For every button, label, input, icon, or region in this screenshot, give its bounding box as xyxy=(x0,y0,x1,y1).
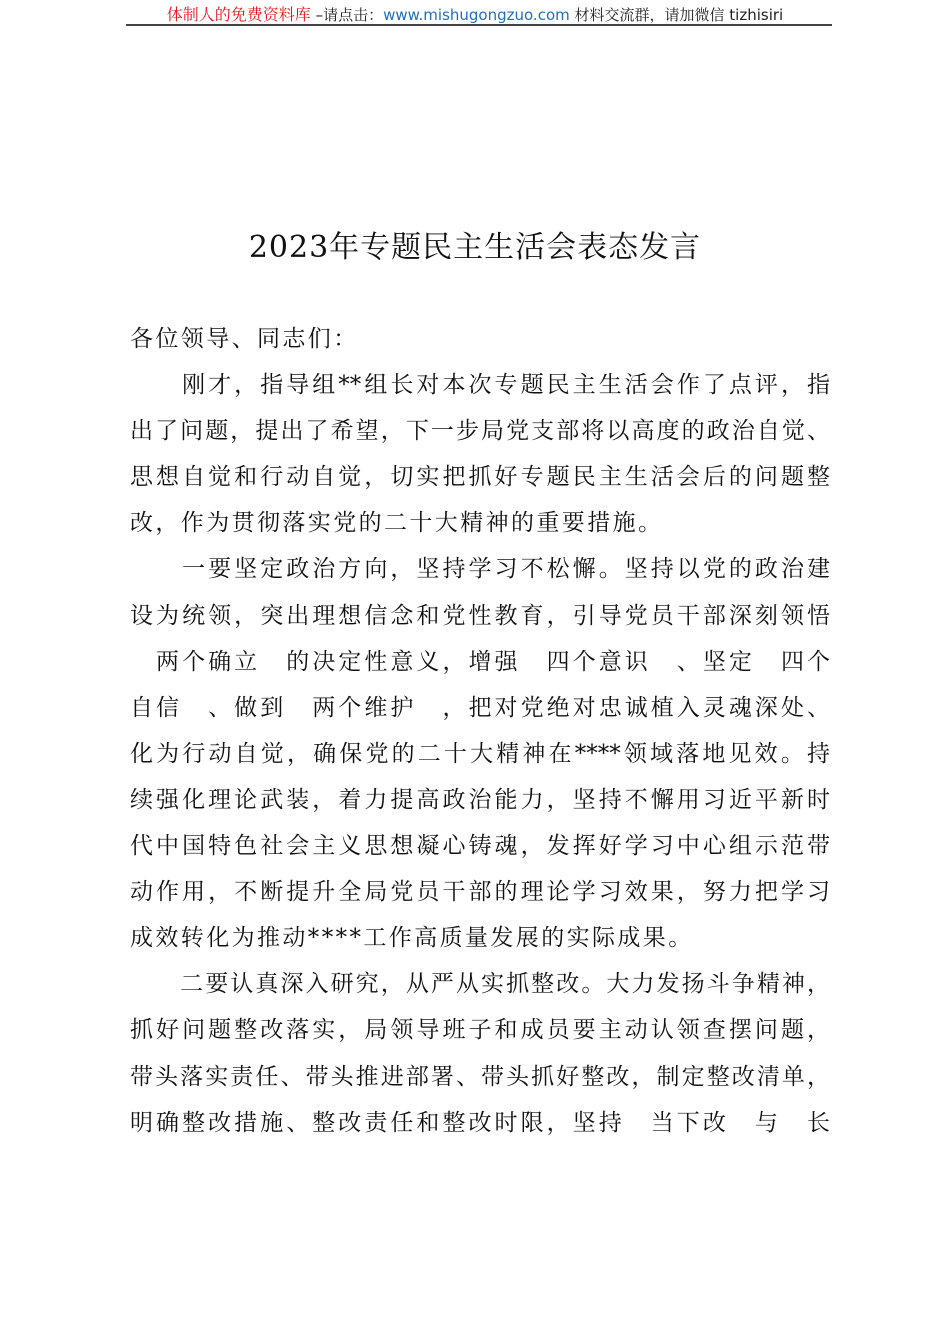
body-text-line: 动作用，不断提升全局党员干部的理论学习效果，努力把学习 xyxy=(130,879,830,906)
body-text-line: 代中国特色社会主义思想凝心铸魂，发挥好学习中心组示范带 xyxy=(130,833,830,860)
header-suffix: 材料交流群，请加微信 tizhisiri xyxy=(569,6,784,24)
site-url-link[interactable]: www.mishugongzuo.com xyxy=(383,6,570,24)
document-body xyxy=(130,322,830,1152)
body-text-line: 两个确立 的决定性意义，增强 四个意识 、坚定 四个 xyxy=(130,648,830,675)
body-text-line: 一要坚定政治方向，坚持学习不松懈。坚持以党的政治建 xyxy=(130,556,830,583)
watermark-header xyxy=(0,2,950,25)
body-text-line: 化为行动自觉，确保党的二十大精神在****领域落地见效。持 xyxy=(130,740,830,767)
body-text-line: 思想自觉和行动自觉，切实把抓好专题民主生活会后的问题整 xyxy=(130,464,830,491)
body-text-line: 改，作为贯彻落实党的二十大精神的重要措施。 xyxy=(130,510,664,537)
body-text-line: 出了问题，提出了希望，下一步局党支部将以高度的政治自觉、 xyxy=(130,418,830,445)
body-text-line: 带头落实责任、带头推进部署、带头抓好整改，制定整改清单， xyxy=(130,1063,830,1090)
body-text-line: 续强化理论武装，着力提高政治能力，坚持不懈用习近平新时 xyxy=(130,786,830,813)
body-text-line: 二要认真深入研究，从严从实抓整改。大力发扬斗争精神， xyxy=(130,971,830,998)
body-text-line: 抓好问题整改落实，局领导班子和成员要主动认领查摆问题， xyxy=(130,1017,830,1044)
header-divider xyxy=(126,24,832,26)
body-text-line: 刚才，指导组**组长对本次专题民主生活会作了点评，指 xyxy=(130,372,830,399)
body-text-line: 自信 、做到 两个维护 ，把对党绝对忠诚植入灵魂深处、 xyxy=(130,694,830,721)
body-text-line: 设为统领，突出理想信念和党性教育，引导党员干部深刻领悟 xyxy=(130,602,830,629)
body-text-line: 各位领导、同志们： xyxy=(130,326,359,352)
header-prompt: –请点击： xyxy=(315,6,384,24)
document-title: 2023年专题民主生活会表态发言 xyxy=(248,230,702,265)
site-name: 体制人的免费资料库 xyxy=(166,5,311,24)
body-text-line: 成效转化为推动****工作高质量发展的实际成果。 xyxy=(130,925,694,952)
body-text-line: 明确整改措施、整改责任和整改时限，坚持 当下改 与 长 xyxy=(130,1109,830,1136)
